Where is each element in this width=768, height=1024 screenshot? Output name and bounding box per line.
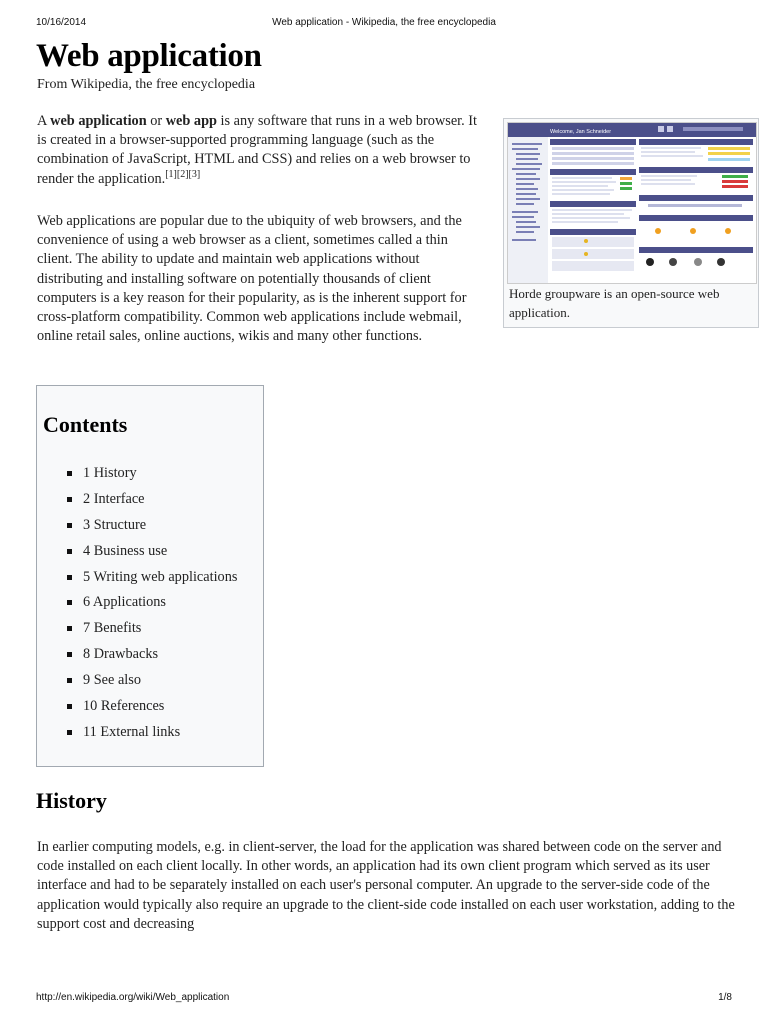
intro-text-d: is any software that runs in a web browser. It is created in a browser-supported programming language (such as the combination of JavaScript, HTML and CSS) and relies on a web browser to render the application. [37, 113, 478, 187]
second-paragraph: Web applications are popular due to the ubiquity of web browsers, and the convenience of using a web browser as a client, sometimes called a thin client. The ability to update and maintain web applications without distributing and installing software on potentially thousands of client computers is a key reason for their popularity, as is the inherent support for cross-platform compatibility. Common web applications include webmail, online retail sales, online auctions, wikis and many other functions. [37, 213, 467, 345]
toc-item-writing-web-applications[interactable]: 5 Writing web applications [67, 566, 237, 592]
figure-horde [503, 118, 759, 328]
print-page-number: 1/8 [718, 992, 732, 1003]
print-title: Web application - Wikipedia, the free encyclopedia [272, 17, 496, 28]
toc-list [67, 462, 237, 747]
horde-screenshot-svg [508, 123, 756, 283]
toc-item-external-links[interactable]: 11 External links [67, 721, 237, 747]
page-title: Web application [36, 38, 262, 74]
intro-paragraph [37, 112, 487, 189]
toc-item-structure[interactable]: 3 Structure [67, 514, 237, 540]
toc-item-see-also[interactable]: 9 See also [67, 669, 237, 695]
toc-item-benefits[interactable]: 7 Benefits [67, 617, 237, 643]
screenshot-welcome-text: Welcome, Jan Schneider [550, 129, 612, 135]
print-url: http://en.wikipedia.org/wiki/Web_application [36, 992, 230, 1003]
toc-item-drawbacks[interactable]: 8 Drawbacks [67, 643, 237, 669]
horde-screenshot-image[interactable] [507, 122, 757, 284]
intro-text-a: A [37, 113, 51, 129]
intro-text-c: or [146, 113, 166, 129]
print-date: 10/16/2014 [36, 17, 87, 28]
toc-heading: Contents [43, 412, 128, 437]
citation-links[interactable]: [1][2][3] [165, 168, 201, 180]
figure-caption: Horde groupware is an open-source web application. [509, 286, 720, 320]
toc-item-applications[interactable]: 6 Applications [67, 591, 237, 617]
toc-item-interface[interactable]: 2 Interface [67, 488, 237, 514]
toc-item-references[interactable]: 10 References [67, 695, 237, 721]
toc-item-history[interactable]: 1 History [67, 462, 237, 488]
print-footer [36, 992, 732, 1006]
table-of-contents [36, 385, 264, 767]
history-heading: History [36, 788, 107, 813]
print-header [36, 17, 732, 31]
term-web-app: web app [165, 113, 217, 129]
term-web-application: web application [50, 113, 147, 129]
tagline: From Wikipedia, the free encyclopedia [37, 77, 256, 92]
toc-item-business-use[interactable]: 4 Business use [67, 540, 237, 566]
history-paragraph: In earlier computing models, e.g. in client-server, the load for the application was shared between code on the server and code installed on each client locally. In other words, an application had its own client program which served as its user interface and had to be separately installed on each user's personal computer. An upgrade to the server-side code of the application would typically also require an upgrade to the client-side code installed on each user workstation, adding to the support cost and decreasing [37, 839, 735, 932]
